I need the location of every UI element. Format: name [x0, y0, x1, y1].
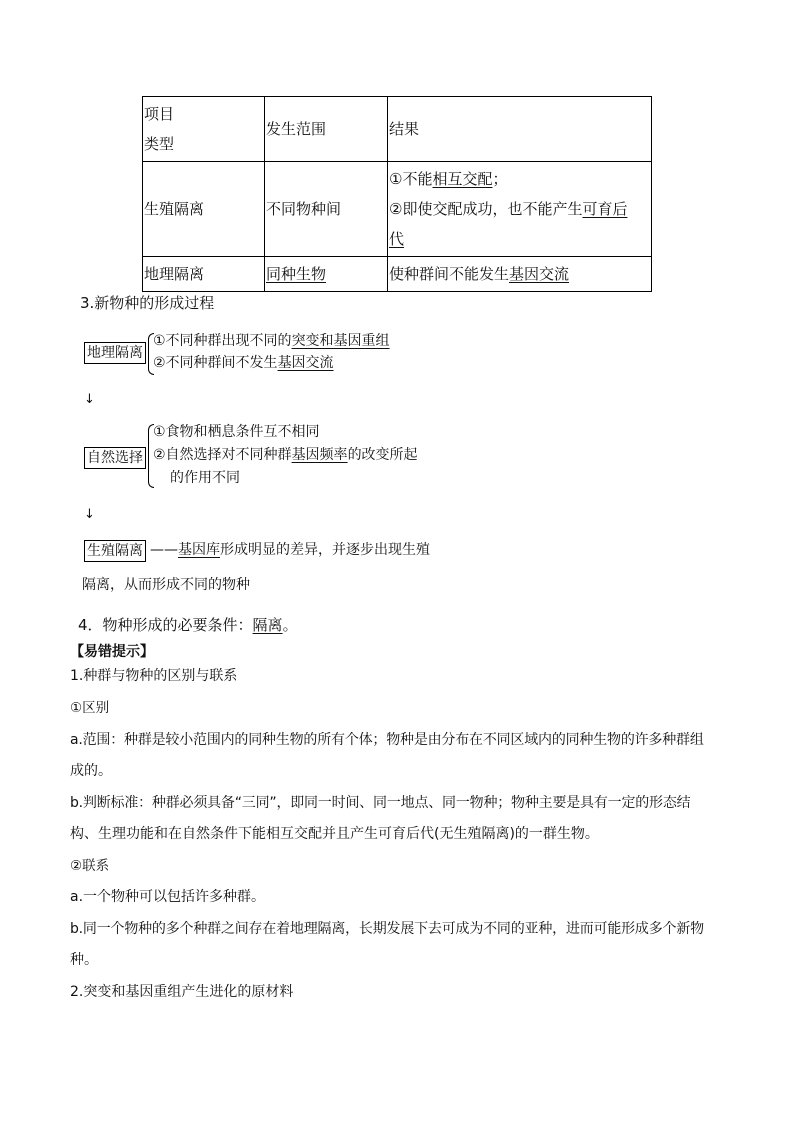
header-range: 发生范围 [265, 97, 388, 162]
step2-line1: ①食物和栖息条件互不相同 [153, 424, 320, 440]
tips-criteria-line1: b.判断标准：种群必须具备“三同”，即同一时间、同一地点、同一物种；物种主要是具有一定的形态结 [70, 795, 691, 811]
tips-p2-title: 2.突变和基因重组产生进化的原材料 [70, 984, 294, 1000]
tips-sub-relation: ②联系 [70, 858, 110, 874]
tips-criteria-line2: 构、生理功能和在自然条件下能相互交配并且产生可育后代(无生殖隔离)的一群生物。 [70, 826, 599, 842]
step3-line2: 隔离，从而形成不同的物种 [82, 577, 250, 593]
label-reproductive-isolation: 生殖隔离 [84, 540, 146, 562]
step2-line3: 的作用不同 [170, 470, 240, 486]
tips-p1-title: 1.种群与物种的区别与联系 [70, 668, 238, 684]
header-item-type [143, 97, 265, 162]
down-arrow-icon: ↓ [84, 507, 95, 522]
section3-title: 3.新物种的形成过程 [80, 294, 215, 312]
row1-result-line3: 代 [389, 230, 405, 248]
tips-range-line2: 成的。 [70, 763, 112, 779]
row1-type: 生殖隔离 [143, 162, 265, 257]
table-header-row [143, 97, 652, 162]
row1-result-line1: ①不能相互交配； [389, 170, 508, 188]
step3-line1: ——基因库形成明显的差异，并逐步出现生殖 [150, 542, 430, 558]
step1-line1: ①不同种群出现不同的突变和基因重组 [153, 333, 390, 349]
row1-result-line2: ②即使交配成功，也不能产生可育后 [389, 200, 628, 218]
tips-relation-a: a.一个物种可以包括许多种群。 [70, 889, 266, 905]
table-row [143, 257, 652, 292]
row1-result [388, 162, 652, 257]
down-arrow-icon: ↓ [84, 392, 95, 407]
header-type: 类型 [144, 135, 175, 153]
label-natural-selection: 自然选择 [84, 447, 146, 469]
tips-heading: 【易错提示】 [70, 644, 154, 660]
isolation-table [142, 96, 652, 292]
step2-line2: ②自然选择对不同种群基因频率的改变所起 [153, 447, 418, 463]
header-result: 结果 [388, 97, 652, 162]
tips-relation-b-line1: b.同一个物种的多个种群之间存在着地理隔离，长期发展下去可成为不同的亚种，进而可能形成多个新物 [70, 921, 704, 937]
section4-text: 4．物种形成的必要条件：隔离。 [78, 616, 298, 634]
header-item: 项目 [144, 105, 175, 123]
label-geographic-isolation: 地理隔离 [84, 342, 146, 364]
table-row [143, 162, 652, 257]
step1-line2: ②不同种群间不发生基因交流 [153, 355, 334, 371]
row2-type: 地理隔离 [143, 257, 265, 292]
tips-sub-difference: ①区别 [70, 700, 110, 716]
row1-range: 不同物种间 [265, 162, 388, 257]
row2-result: 使种群间不能发生基因交流 [388, 257, 652, 292]
tips-range-line1: a.范围：种群是较小范围内的同种生物的所有个体；物种是由分布在不同区域内的同种生物的许多种群组 [70, 732, 704, 748]
row2-range: 同种生物 [265, 257, 388, 292]
tips-relation-b-line2: 种。 [70, 952, 98, 968]
